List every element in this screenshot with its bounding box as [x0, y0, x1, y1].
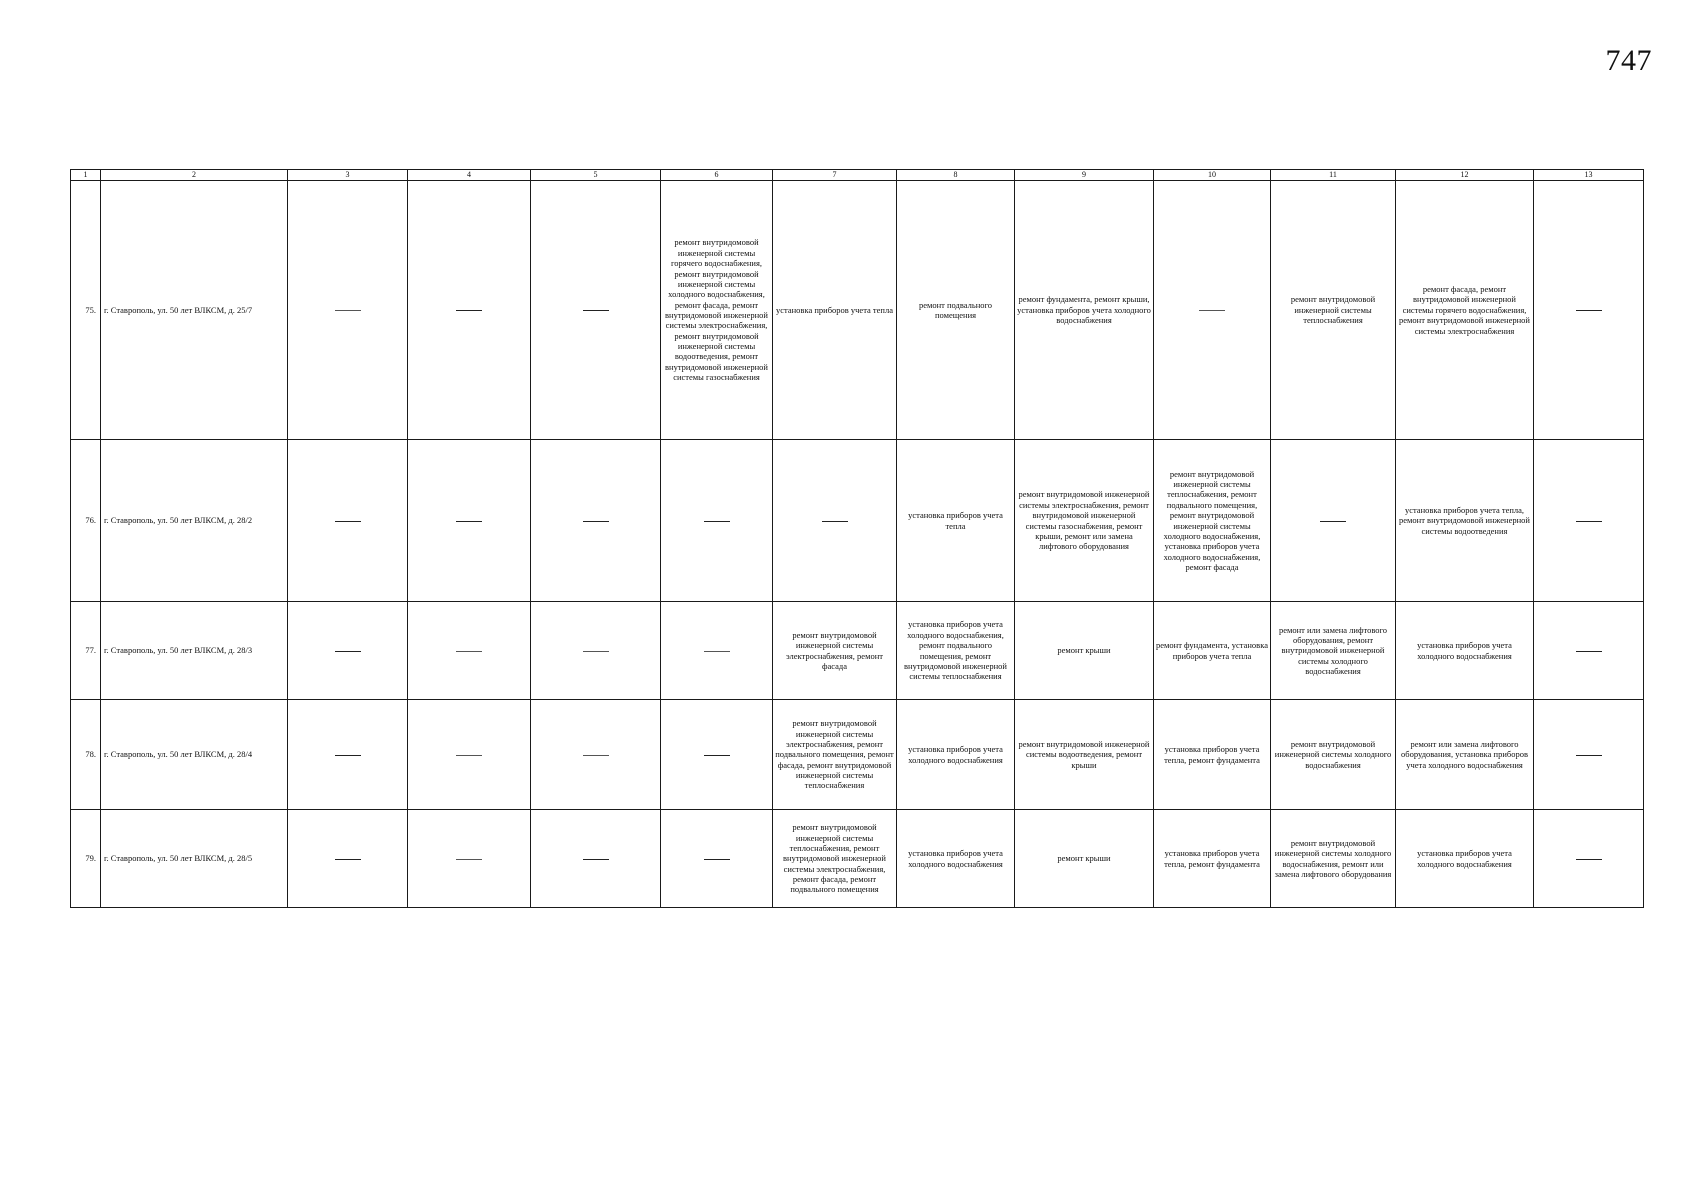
dash-cell	[288, 440, 408, 602]
work-cell: ремонт внутридомовой инженерной системы водоотведения, ремонт крыши	[1015, 700, 1154, 810]
dash-cell	[661, 700, 773, 810]
column-number: 7	[773, 170, 897, 181]
dash-mark	[704, 521, 730, 522]
page-number: 747	[1605, 44, 1652, 77]
dash-mark	[1576, 651, 1602, 652]
work-cell: ремонт подвального помещения	[897, 181, 1015, 440]
dash-mark	[456, 755, 482, 756]
column-number-row	[71, 170, 1644, 181]
dash-mark	[335, 521, 361, 522]
dash-cell	[1271, 440, 1396, 602]
dash-cell	[288, 602, 408, 700]
work-cell: установка приборов учета тепла, ремонт фундамента	[1154, 810, 1271, 908]
table-row	[71, 440, 1644, 602]
work-cell: ремонт внутридомовой инженерной системы холодного водоснабжения, ремонт или замена лифтового оборудования	[1271, 810, 1396, 908]
work-cell: ремонт внутридомовой инженерной системы электроснабжения, ремонт подвального помещения, ремонт фасада, ремонт внутридомовой инженерной системы теплоснабжения	[773, 700, 897, 810]
table-row	[71, 700, 1644, 810]
dash-mark	[456, 859, 482, 860]
work-cell: установка приборов учета холодного водоснабжения	[1396, 810, 1534, 908]
dash-cell	[408, 810, 531, 908]
work-cell: установка приборов учета тепла, ремонт внутридомовой инженерной системы водоотведения	[1396, 440, 1534, 602]
dash-mark	[335, 755, 361, 756]
dash-cell	[408, 602, 531, 700]
work-cell: ремонт фундамента, ремонт крыши, установка приборов учета холодного водоснабжения	[1015, 181, 1154, 440]
dash-cell	[531, 810, 661, 908]
dash-cell	[288, 700, 408, 810]
column-number: 10	[1154, 170, 1271, 181]
dash-mark	[456, 651, 482, 652]
work-cell: ремонт или замена лифтового оборудования, ремонт внутридомовой инженерной системы холодного водоснабжения	[1271, 602, 1396, 700]
dash-cell	[1534, 181, 1644, 440]
dash-cell	[408, 700, 531, 810]
row-number: 78.	[71, 700, 101, 810]
work-cell: ремонт крыши	[1015, 602, 1154, 700]
work-cell: установка приборов учета холодного водоснабжения	[1396, 602, 1534, 700]
dash-cell	[531, 181, 661, 440]
work-cell: установка приборов учета тепла	[773, 181, 897, 440]
work-cell: ремонт крыши	[1015, 810, 1154, 908]
dash-cell	[1534, 602, 1644, 700]
work-cell: установка приборов учета холодного водоснабжения	[897, 700, 1015, 810]
table-row	[71, 602, 1644, 700]
dash-cell	[1154, 181, 1271, 440]
dash-mark	[704, 755, 730, 756]
dash-mark	[822, 521, 848, 522]
column-number: 3	[288, 170, 408, 181]
dash-mark	[1576, 859, 1602, 860]
dash-mark	[1576, 310, 1602, 311]
work-cell: ремонт фасада, ремонт внутридомовой инженерной системы горячего водоснабжения, ремонт внутридомовой инженерной системы электроснабжения	[1396, 181, 1534, 440]
dash-mark	[1320, 521, 1346, 522]
column-number: 5	[531, 170, 661, 181]
address-cell: г. Ставрополь, ул. 50 лет ВЛКСМ, д. 28/5	[101, 810, 288, 908]
table-row	[71, 181, 1644, 440]
dash-mark	[456, 310, 482, 311]
work-cell: ремонт внутридомовой инженерной системы электроснабжения, ремонт внутридомовой инженерной системы газоснабжения, ремонт крыши, ремонт или замена лифтового оборудования	[1015, 440, 1154, 602]
row-number: 79.	[71, 810, 101, 908]
dash-mark	[335, 859, 361, 860]
dash-mark	[335, 651, 361, 652]
dash-cell	[288, 181, 408, 440]
row-number: 75.	[71, 181, 101, 440]
work-cell: ремонт внутридомовой инженерной системы горячего водоснабжения, ремонт внутридомовой инженерной системы холодного водоснабжения, ремонт фасада, ремонт внутридомовой инженерной системы электроснабжения, ремонт внутридомовой инженерной системы водоотведения, ремонт внутридомовой инженерной системы газоснабжения	[661, 181, 773, 440]
column-number: 12	[1396, 170, 1534, 181]
column-number: 8	[897, 170, 1015, 181]
capital-repair-table	[70, 169, 1644, 908]
dash-cell	[1534, 700, 1644, 810]
work-cell: установка приборов учета тепла	[897, 440, 1015, 602]
dash-mark	[1576, 521, 1602, 522]
dash-cell	[1534, 810, 1644, 908]
address-cell: г. Ставрополь, ул. 50 лет ВЛКСМ, д. 28/2	[101, 440, 288, 602]
dash-cell	[288, 810, 408, 908]
dash-mark	[456, 521, 482, 522]
work-cell: ремонт фундамента, установка приборов учета тепла	[1154, 602, 1271, 700]
dash-cell	[408, 440, 531, 602]
dash-cell	[408, 181, 531, 440]
dash-mark	[704, 859, 730, 860]
work-cell: ремонт внутридомовой инженерной системы теплоснабжения, ремонт подвального помещения, ремонт внутридомовой инженерной системы холодного водоснабжения, установка приборов учета холодного водоснабжения, ремонт фасада	[1154, 440, 1271, 602]
column-number: 4	[408, 170, 531, 181]
dash-mark	[583, 651, 609, 652]
column-number: 11	[1271, 170, 1396, 181]
column-number: 1	[71, 170, 101, 181]
dash-cell	[661, 602, 773, 700]
column-number: 6	[661, 170, 773, 181]
dash-cell	[531, 440, 661, 602]
work-cell: установка приборов учета холодного водоснабжения, ремонт подвального помещения, ремонт внутридомовой инженерной системы теплоснабжения	[897, 602, 1015, 700]
work-cell: ремонт внутридомовой инженерной системы теплоснабжения	[1271, 181, 1396, 440]
dash-cell	[531, 602, 661, 700]
work-cell: установка приборов учета холодного водоснабжения	[897, 810, 1015, 908]
dash-mark	[583, 521, 609, 522]
dash-cell	[773, 440, 897, 602]
address-cell: г. Ставрополь, ул. 50 лет ВЛКСМ, д. 28/4	[101, 700, 288, 810]
work-cell: ремонт внутридомовой инженерной системы холодного водоснабжения	[1271, 700, 1396, 810]
row-number: 77.	[71, 602, 101, 700]
work-cell: ремонт внутридомовой инженерной системы теплоснабжения, ремонт внутридомовой инженерной системы электроснабжения, ремонт фасада, ремонт подвального помещения	[773, 810, 897, 908]
dash-cell	[661, 440, 773, 602]
column-number: 9	[1015, 170, 1154, 181]
column-number: 13	[1534, 170, 1644, 181]
address-cell: г. Ставрополь, ул. 50 лет ВЛКСМ, д. 25/7	[101, 181, 288, 440]
table-row	[71, 810, 1644, 908]
row-number: 76.	[71, 440, 101, 602]
column-number: 2	[101, 170, 288, 181]
address-cell: г. Ставрополь, ул. 50 лет ВЛКСМ, д. 28/3	[101, 602, 288, 700]
dash-mark	[335, 310, 361, 311]
dash-mark	[583, 859, 609, 860]
work-cell: ремонт внутридомовой инженерной системы электроснабжения, ремонт фасада	[773, 602, 897, 700]
dash-mark	[583, 310, 609, 311]
dash-cell	[1534, 440, 1644, 602]
work-cell: установка приборов учета тепла, ремонт фундамента	[1154, 700, 1271, 810]
work-cell: ремонт или замена лифтового оборудования, установка приборов учета холодного водоснабжения	[1396, 700, 1534, 810]
dash-mark	[1199, 310, 1225, 311]
dash-mark	[583, 755, 609, 756]
dash-cell	[661, 810, 773, 908]
dash-cell	[531, 700, 661, 810]
dash-mark	[704, 651, 730, 652]
dash-mark	[1576, 755, 1602, 756]
